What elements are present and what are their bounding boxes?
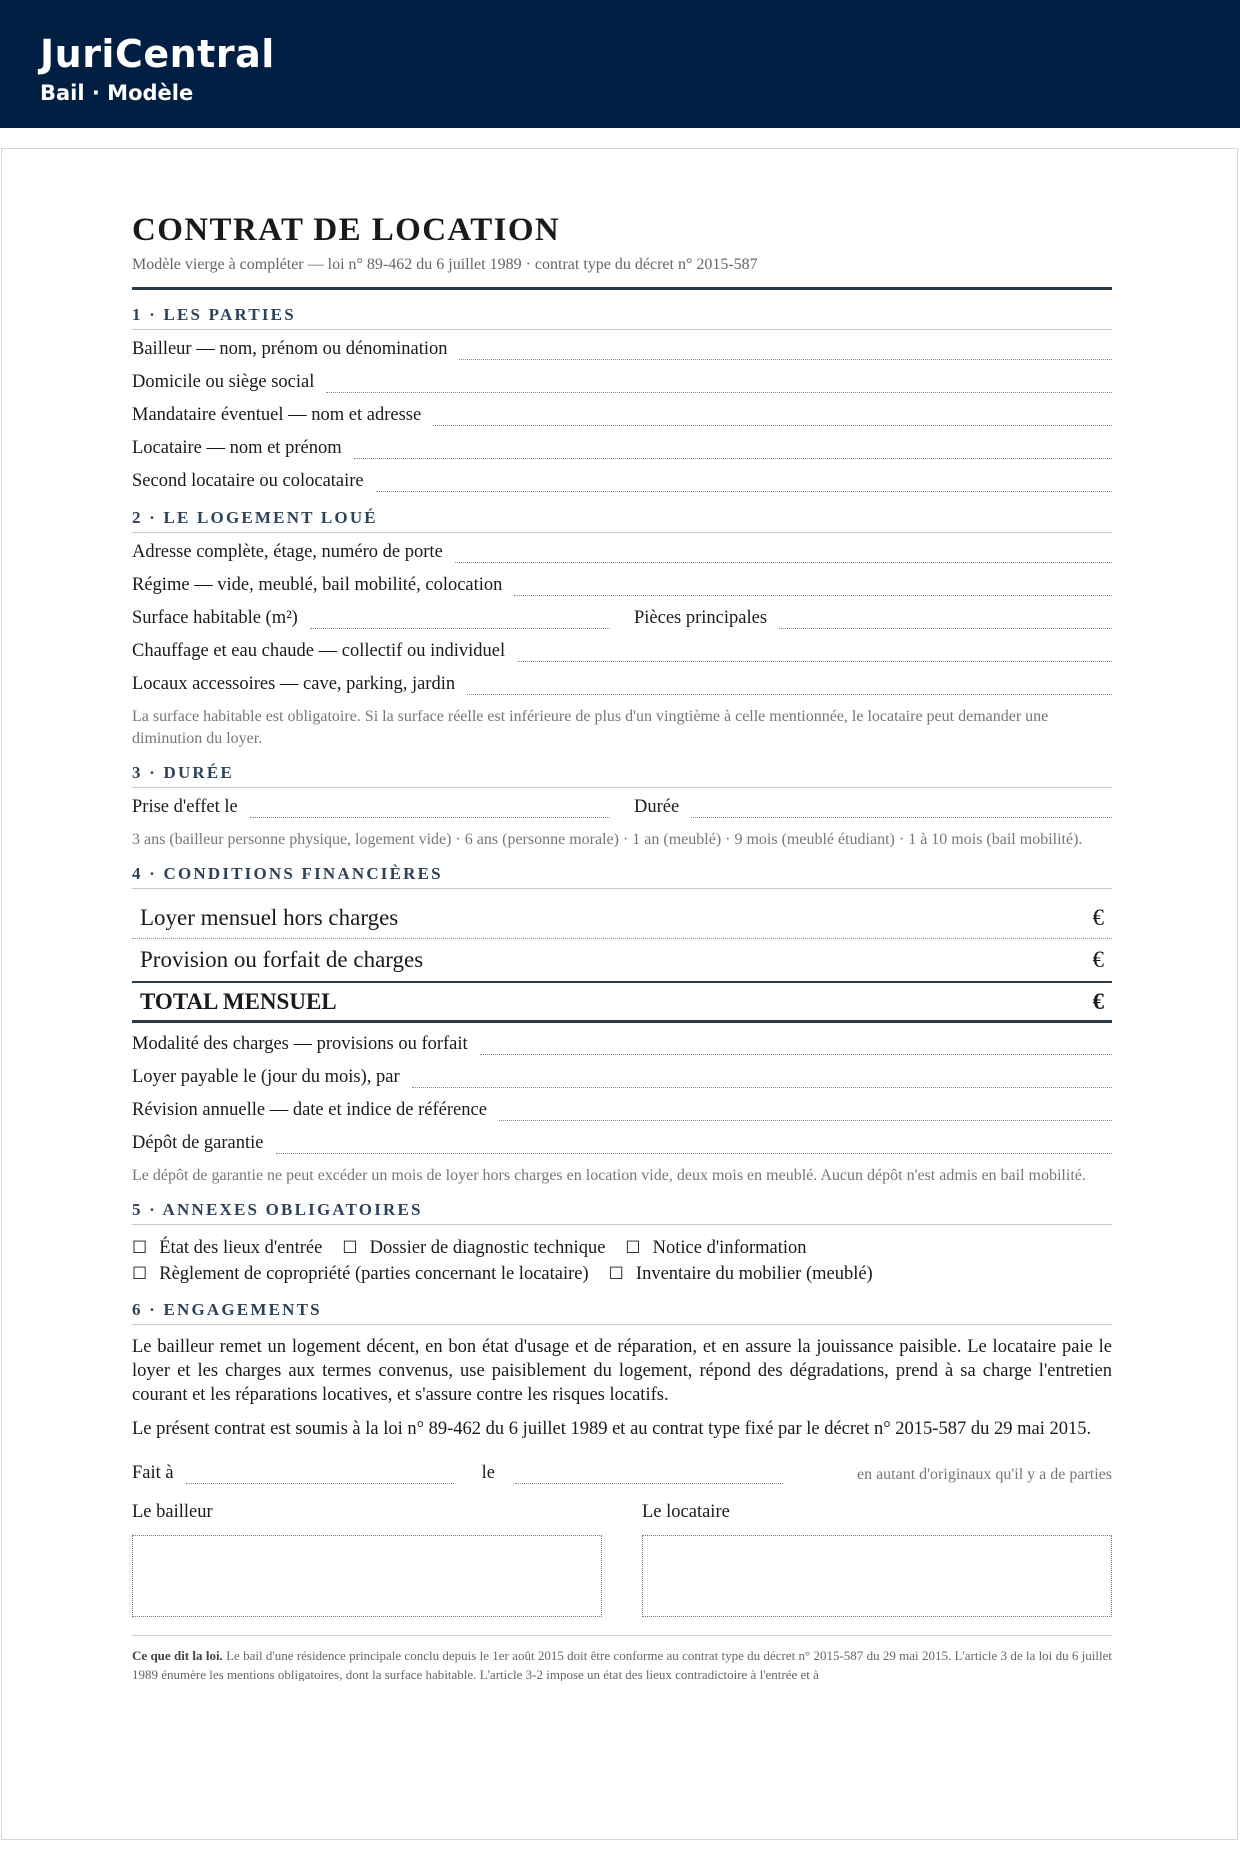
annex-label: Inventaire du mobilier (meublé): [635, 1264, 873, 1284]
logement-fields: [132, 533, 1112, 698]
locataire-signature-box[interactable]: [642, 1535, 1112, 1617]
field-label: Domicile ou siège social: [132, 372, 315, 392]
modalite-field[interactable]: [480, 1037, 1112, 1055]
locataire-field[interactable]: [354, 441, 1112, 459]
section-heading-logement: 2 · LE LOGEMENT LOUÉ: [132, 507, 1112, 533]
field-label: Second locataire ou colocataire: [132, 471, 364, 491]
annex-reglement[interactable]: [132, 1261, 589, 1287]
document-sheet: [1, 148, 1238, 1840]
law-lead: Ce que dit la loi.: [132, 1648, 223, 1663]
field-row: [132, 1124, 1112, 1157]
app-subtitle: Bail · Modèle: [40, 81, 194, 105]
euro-symbol: €: [1092, 904, 1104, 930]
depot-field[interactable]: [276, 1136, 1113, 1154]
section-heading-finances: 4 · CONDITIONS FINANCIÈRES: [132, 863, 1112, 889]
field-row: [132, 363, 1112, 396]
signature-place-row: [132, 1455, 1112, 1487]
surface-field[interactable]: [310, 611, 610, 629]
annex-label: Règlement de copropriété (parties concernant le locataire): [159, 1264, 589, 1284]
total-row[interactable]: [132, 981, 1112, 1023]
annex-diagnostic[interactable]: [342, 1235, 605, 1261]
total-label: TOTAL MENSUEL: [140, 988, 337, 1014]
adresse-field[interactable]: [455, 545, 1112, 563]
domicile-field[interactable]: [326, 375, 1112, 393]
signer-locataire: [642, 1501, 1112, 1617]
section-heading-engagements: 6 · ENGAGEMENTS: [132, 1299, 1112, 1325]
surface-note: La surface habitable est obligatoire. Si la surface réelle est inférieure de plus d'un vingtième à celle mentionnée, le locataire peut demander une diminution du loyer.: [132, 708, 1049, 747]
document-title: CONTRAT DE LOCATION: [132, 212, 561, 248]
field-row: [132, 566, 1112, 599]
field-row: [132, 1025, 1112, 1058]
rent-table: [132, 897, 1112, 1023]
field-row: [132, 330, 1112, 363]
pieces-field[interactable]: [779, 611, 1112, 629]
law-text: Le bail d'une résidence principale conclu depuis le 1er août 2015 doit être conforme au contrat type du décret n° 2015-587 du 29 mai 2015. L'article 3 de la loi du 6 juillet 1989 énumère les mentions obligatoires, dont la surface habitable. L'article 3-2 impose un état des lieux contradictoire à l'entrée et à: [132, 1648, 1112, 1681]
duree-field[interactable]: [691, 800, 1112, 818]
field-label: Prise d'effet le: [132, 797, 238, 817]
legal-paragraph: Le présent contrat est soumis à la loi n° 89-462 du 6 juillet 1989 et au contrat type fixé par le décret n° 2015-587 du 29 mai 2015.: [132, 1419, 1092, 1439]
checkbox-icon[interactable]: ☐: [132, 1238, 148, 1258]
date-field[interactable]: [515, 1466, 783, 1484]
field-row: [132, 1058, 1112, 1091]
field-row: [132, 1091, 1112, 1124]
lease-form: [132, 211, 1112, 1681]
section-heading-annexes: 5 · ANNEXES OBLIGATOIRES: [132, 1199, 1112, 1225]
field-label: Bailleur — nom, prénom ou dénomination: [132, 339, 448, 359]
field-row: [132, 632, 1112, 665]
annex-etat-lieux[interactable]: [132, 1235, 322, 1261]
lieu-field[interactable]: [186, 1466, 454, 1484]
app-name: JuriCentral: [40, 32, 275, 76]
checkbox-icon[interactable]: ☐: [342, 1238, 358, 1258]
section-heading-parties: 1 · LES PARTIES: [132, 304, 1112, 330]
field-label: Loyer payable le (jour du mois), par: [132, 1067, 400, 1087]
annex-label: Notice d'information: [652, 1238, 807, 1258]
rent-row[interactable]: [132, 897, 1112, 939]
title-divider: [132, 287, 1112, 290]
regime-field[interactable]: [514, 578, 1112, 596]
annex-notice[interactable]: [625, 1235, 806, 1261]
locataire-signature-label: Le locataire: [642, 1502, 730, 1522]
app-header: [0, 0, 1240, 128]
checkbox-icon[interactable]: ☐: [608, 1264, 624, 1284]
originaux-note: en autant d'originaux qu'il y a de parties: [856, 1466, 1112, 1483]
signatures: [132, 1501, 1112, 1617]
checkbox-icon[interactable]: ☐: [625, 1238, 641, 1258]
field-label: Durée: [634, 797, 680, 817]
field-label: Mandataire éventuel — nom et adresse: [132, 405, 422, 425]
checkbox-icon[interactable]: ☐: [132, 1264, 148, 1284]
field-row: [132, 599, 1112, 632]
field-label: Révision annuelle — date et indice de référence: [132, 1100, 487, 1120]
field-label: Chauffage et eau chaude — collectif ou individuel: [132, 641, 506, 661]
rent-label: Loyer mensuel hors charges: [140, 904, 399, 930]
signer-bailleur: [132, 1501, 602, 1617]
le-label: le: [481, 1463, 495, 1483]
field-label: Régime — vide, meublé, bail mobilité, colocation: [132, 575, 503, 595]
bailleur-field[interactable]: [459, 342, 1112, 360]
colocataire-field[interactable]: [376, 474, 1112, 492]
fait-a-label: Fait à: [132, 1463, 174, 1483]
field-label: Modalité des charges — provisions ou forfait: [132, 1034, 468, 1054]
finance-fields: [132, 1025, 1112, 1157]
field-label: Adresse complète, étage, numéro de porte: [132, 542, 443, 562]
bailleur-signature-label: Le bailleur: [132, 1502, 213, 1522]
parties-fields: [132, 330, 1112, 495]
charges-label: Provision ou forfait de charges: [140, 947, 424, 972]
charges-row[interactable]: [132, 939, 1112, 981]
chauffage-field[interactable]: [517, 644, 1112, 662]
field-label: Locataire — nom et prénom: [132, 438, 342, 458]
engagements-paragraph: Le bailleur remet un logement décent, en bon état d'usage et de réparation, et en assure la jouissance paisible. Le locataire paie le loyer et les charges aux termes convenus, use paisiblement du logement, répond des dégradations, prend à sa charge l'entretien courant et les réparations locatives, et s'assure contre les risques locatifs.: [132, 1337, 1112, 1405]
field-row: [132, 462, 1112, 495]
annexes-checklist: [132, 1235, 1112, 1287]
field-row: [132, 396, 1112, 429]
mandataire-field[interactable]: [433, 408, 1112, 426]
field-label: Locaux accessoires — cave, parking, jardin: [132, 674, 456, 694]
annex-inventaire[interactable]: [609, 1261, 873, 1287]
annex-label: État des lieux d'entrée: [159, 1238, 323, 1258]
locaux-field[interactable]: [467, 677, 1112, 695]
euro-symbol: €: [1092, 988, 1104, 1014]
field-row: [132, 665, 1112, 698]
bailleur-signature-box[interactable]: [132, 1535, 602, 1617]
duree-note: 3 ans (bailleur personne physique, logement vide) · 6 ans (personne morale) · 1 an (meublé) · 9 mois (meublé étudiant) · 1 à 10 mois (bail mobilité).: [132, 831, 1083, 848]
section-heading-duree: 3 · DURÉE: [132, 762, 1112, 788]
depot-note: Le dépôt de garantie ne peut excéder un mois de loyer hors charges en location vide, deux mois en meublé. Aucun dépôt n'est admis en bail mobilité.: [132, 1167, 1086, 1184]
field-label: Pièces principales: [634, 608, 768, 628]
field-row: [132, 429, 1112, 462]
payable-field[interactable]: [412, 1070, 1112, 1088]
prise-effet-field[interactable]: [250, 800, 610, 818]
field-label: Surface habitable (m²): [132, 608, 298, 628]
euro-symbol: €: [1092, 947, 1104, 972]
field-label: Dépôt de garantie: [132, 1133, 264, 1153]
document-subtitle: Modèle vierge à compléter — loi n° 89-462 du 6 juillet 1989 · contrat type du décret n° 2015-587: [132, 256, 758, 273]
law-footnote: [132, 1635, 1112, 1681]
field-row: [132, 788, 1112, 821]
revision-field[interactable]: [499, 1103, 1112, 1121]
field-row: [132, 533, 1112, 566]
annex-label: Dossier de diagnostic technique: [369, 1238, 606, 1258]
